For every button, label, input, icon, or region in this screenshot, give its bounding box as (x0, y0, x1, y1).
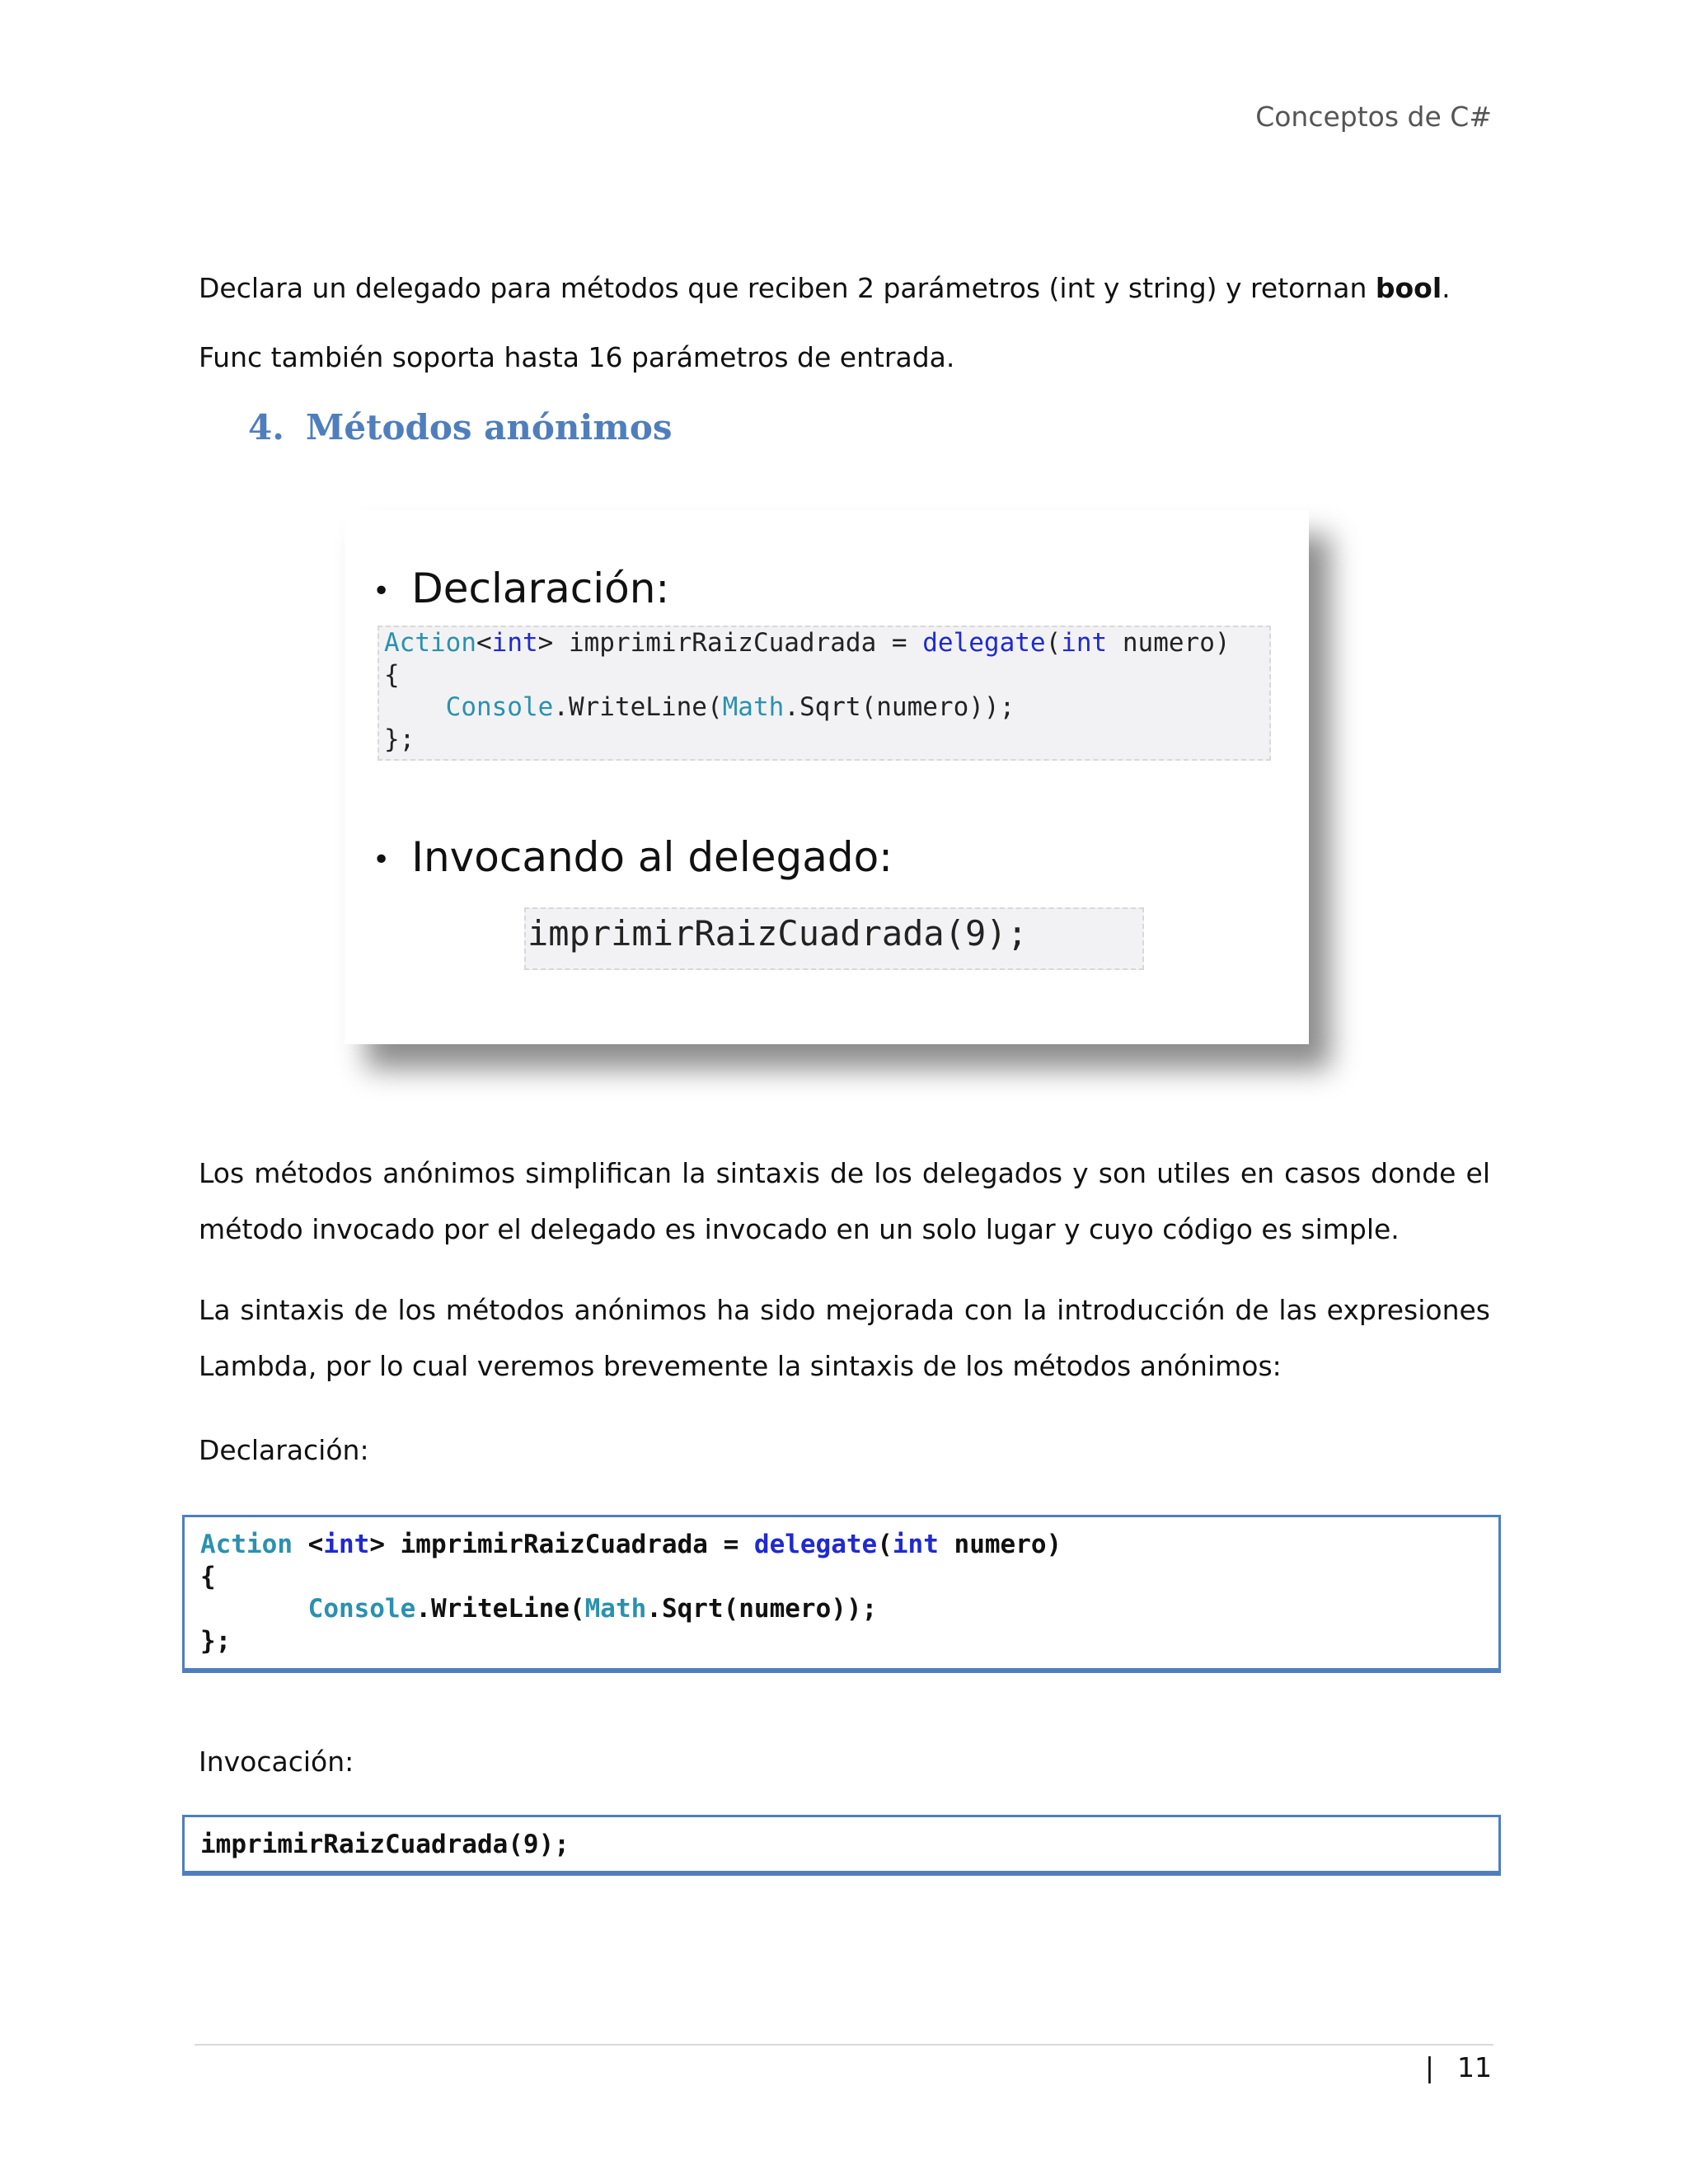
body-paragraph-2: La sintaxis de los métodos anónimos ha sido mejorada con la introducción de las expresiones Lambda, por lo cual veremos brevemente la sintaxis de los métodos anónimos: (199, 1294, 1490, 1382)
footer-divider (195, 2044, 1493, 2046)
bullet-icon: • (373, 843, 391, 877)
slide-bullet-label: Declaración: (411, 565, 670, 612)
slide-code-declaracion: Action<int> imprimirRaizCuadrada = delegate(int numero) { Console.WriteLine(Math.Sqrt(numero)); }; (377, 626, 1271, 761)
footer-page-number (1425, 2051, 1492, 2083)
invocacion-label: Invocación: (199, 1746, 354, 1778)
section-number: 4. (248, 407, 284, 448)
footer-separator: | (1424, 2051, 1434, 2083)
page-header-title: Conceptos de C# (1255, 101, 1492, 133)
declaracion-label: Declaración: (199, 1434, 369, 1466)
intro-bold-word: bool (1375, 272, 1442, 304)
code-box-invocacion: imprimirRaizCuadrada(9); (182, 1815, 1501, 1876)
slide-image (345, 510, 1309, 1044)
section-heading (248, 407, 673, 448)
page-number: 11 (1457, 2051, 1492, 2083)
slide-code-invocacion: imprimirRaizCuadrada(9); (524, 907, 1144, 970)
slide-bullet-invocando (373, 833, 893, 881)
intro-end: . (1442, 272, 1451, 304)
intro-paragraph-1 (199, 260, 1490, 316)
slide-bullet-declaracion (373, 565, 669, 612)
code-box-declaracion: Action <int> imprimirRaizCuadrada = delegate(int numero) { Console.WriteLine(Math.Sqrt(numero)); }; (182, 1515, 1501, 1673)
slide-bullet-label: Invocando al delegado: (411, 833, 893, 881)
intro-paragraph-2: Func también soporta hasta 16 parámetros de entrada. (199, 341, 955, 373)
intro-text: Declara un delegado para métodos que reciben 2 parámetros (int y string) y retornan (199, 272, 1376, 304)
bullet-icon: • (373, 574, 391, 608)
section-title: Métodos anónimos (305, 407, 673, 448)
body-paragraph-1: Los métodos anónimos simplifican la sintaxis de los delegados y son utiles en casos donde el método invocado por el delegado es invocado en un solo lugar y cuyo código es simple. (199, 1157, 1490, 1245)
